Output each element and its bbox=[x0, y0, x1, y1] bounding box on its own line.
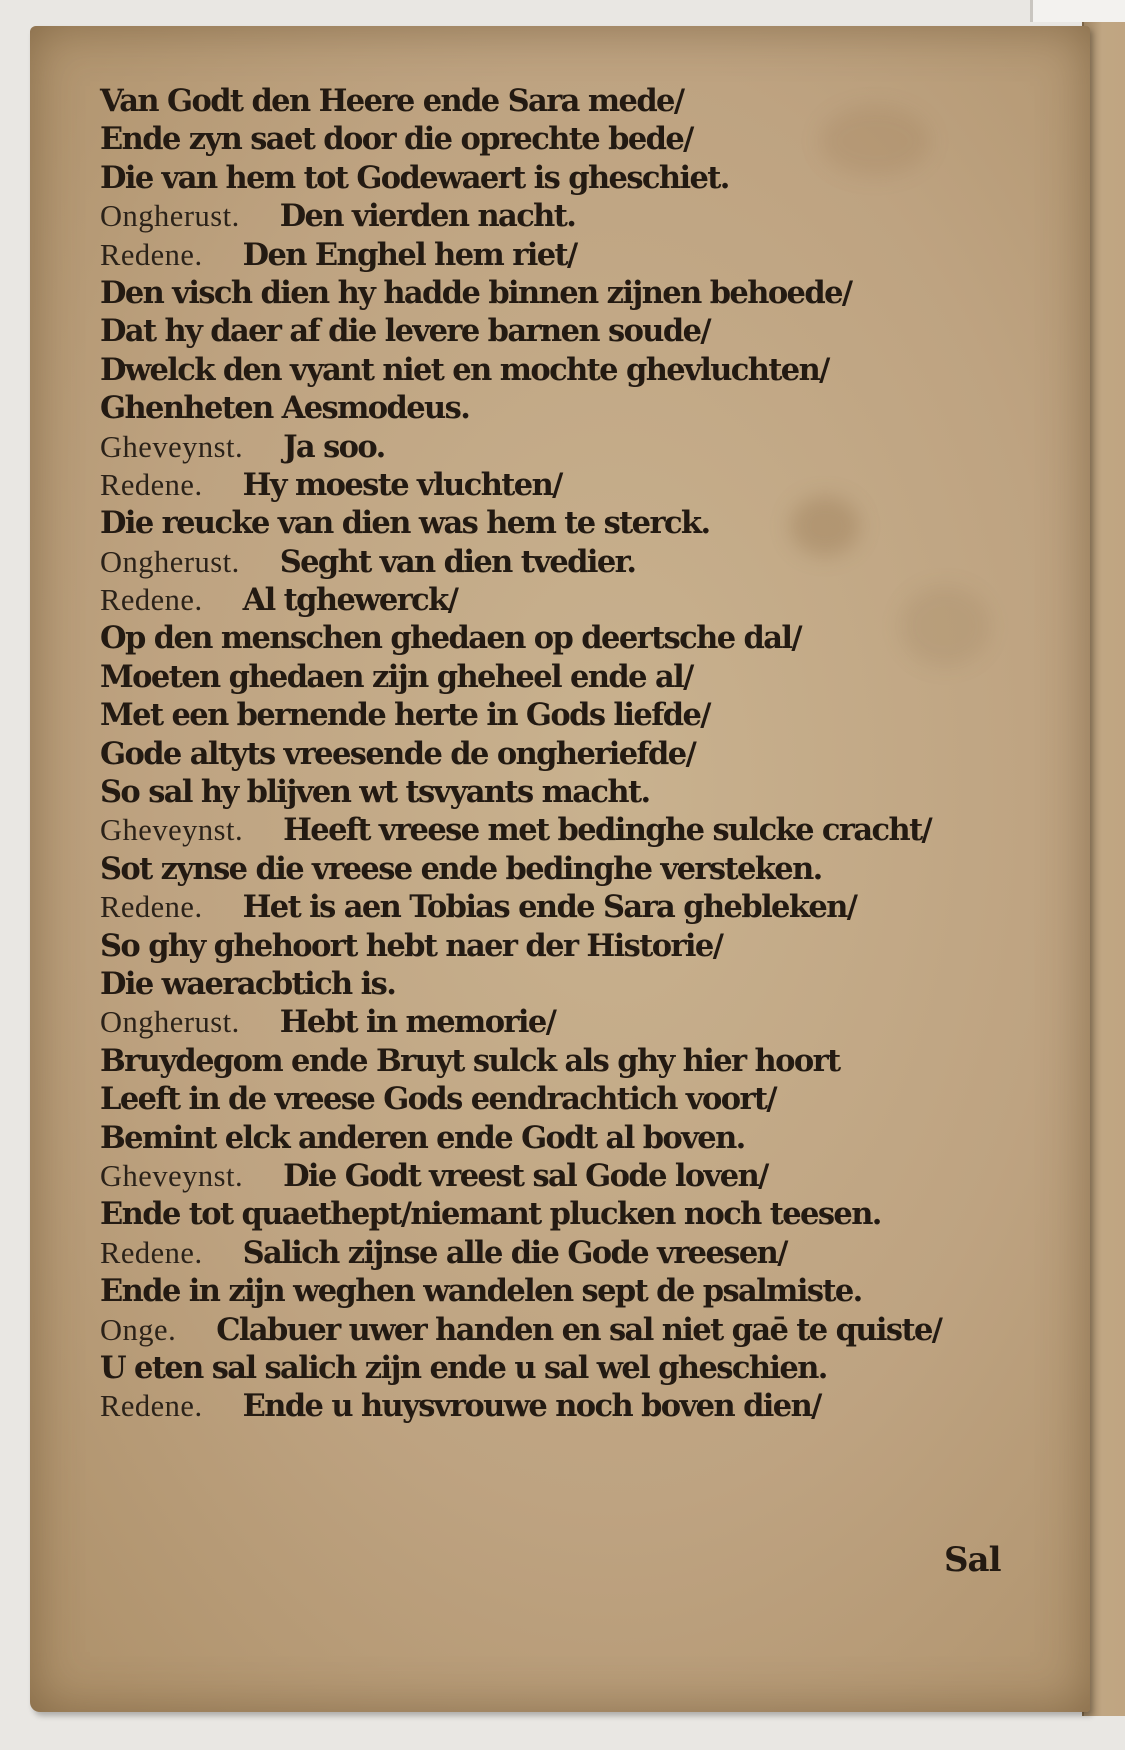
line-text: So sal hy blijven wt tsvyants macht. bbox=[100, 774, 650, 811]
line-text: So ghy ghehoort hebt naer der Historie/ bbox=[100, 927, 723, 964]
line-text: Op den menschen ghedaen op deertsche dal/ bbox=[100, 620, 801, 657]
speaker-label: Redene. bbox=[100, 890, 203, 925]
text-block bbox=[100, 82, 1030, 1426]
speaker-label: Redene. bbox=[100, 467, 203, 502]
text-line bbox=[100, 773, 1030, 811]
text-line bbox=[100, 82, 1030, 120]
line-text: Ende zyn saet door die oprechte bede/ bbox=[100, 121, 693, 158]
line-text: Die reucke van dien was hem te sterck. bbox=[100, 505, 710, 542]
text-line bbox=[100, 197, 1030, 235]
text-line bbox=[100, 428, 1030, 466]
line-text: Clabuer uwer handen en sal niet gaē te quiste/ bbox=[216, 1311, 942, 1348]
text-line bbox=[100, 1272, 1030, 1310]
text-line bbox=[100, 1349, 1030, 1387]
line-text: Die van hem tot Godewaert is gheschiet. bbox=[100, 159, 729, 196]
text-line bbox=[100, 1042, 1030, 1080]
catchword: Sal bbox=[944, 1540, 1001, 1580]
line-text: Ende tot quaethept/niemant plucken noch teesen. bbox=[100, 1196, 881, 1233]
line-text: Ja soo. bbox=[283, 428, 385, 465]
line-text: Met een bernende herte in Gods liefde/ bbox=[100, 697, 710, 734]
line-text: Leeft in de vreese Gods eendrachtich voort/ bbox=[100, 1081, 776, 1118]
speaker-label: Gheveynst. bbox=[100, 813, 244, 848]
line-text: Gode altyts vreesende de ongheriefde/ bbox=[100, 735, 696, 772]
line-text: Moeten ghedaen zijn gheheel ende al/ bbox=[100, 658, 693, 695]
text-line bbox=[100, 120, 1030, 158]
text-line bbox=[100, 351, 1030, 389]
text-line bbox=[100, 1387, 1030, 1425]
line-text: Bemint elck anderen ende Godt al boven. bbox=[100, 1119, 745, 1156]
text-line bbox=[100, 274, 1030, 312]
text-line bbox=[100, 466, 1030, 504]
text-line bbox=[100, 236, 1030, 274]
text-line bbox=[100, 927, 1030, 965]
line-text: Hebt in memorie/ bbox=[279, 1004, 556, 1041]
text-line bbox=[100, 1195, 1030, 1233]
line-text: Ghenheten Aesmodeus. bbox=[100, 390, 470, 427]
text-line bbox=[100, 888, 1030, 926]
line-text: Salich zijnse alle die Gode vreesen/ bbox=[242, 1234, 787, 1271]
line-text: U eten sal salich zijn ende u sal wel gheschien. bbox=[100, 1349, 827, 1386]
line-text: Van Godt den Heere ende Sara mede/ bbox=[100, 83, 684, 119]
text-line bbox=[100, 1234, 1030, 1272]
text-line bbox=[100, 811, 1030, 849]
line-text: Bruydegom ende Bruyt sulck als ghy hier hoort bbox=[100, 1042, 840, 1079]
page-top-edge bbox=[1030, 0, 1125, 22]
speaker-label: Redene. bbox=[100, 583, 203, 618]
text-line bbox=[100, 735, 1030, 773]
line-text: Sot zynse die vreese ende bedinghe versteken. bbox=[100, 850, 822, 887]
text-line bbox=[100, 1080, 1030, 1118]
line-text: Den Enghel hem riet/ bbox=[242, 236, 577, 273]
text-line bbox=[100, 159, 1030, 197]
line-text: Die waeracbtich is. bbox=[100, 965, 396, 1002]
speaker-label: Redene. bbox=[100, 1235, 203, 1270]
speaker-label: Redene. bbox=[100, 1389, 203, 1424]
speaker-label: Ongherust. bbox=[100, 199, 240, 234]
text-line bbox=[100, 504, 1030, 542]
line-text: Den vierden nacht. bbox=[279, 198, 576, 235]
line-text: Dat hy daer af die levere barnen soude/ bbox=[100, 313, 710, 350]
text-line bbox=[100, 1311, 1030, 1349]
speaker-label: Ongherust. bbox=[100, 1005, 240, 1040]
line-text: Ende u huysvrouwe noch boven dien/ bbox=[242, 1388, 821, 1425]
line-text: Hy moeste vluchten/ bbox=[242, 466, 562, 503]
speaker-label: Onge. bbox=[100, 1312, 177, 1347]
line-text: Het is aen Tobias ende Sara ghebleken/ bbox=[242, 889, 857, 926]
text-line bbox=[100, 1119, 1030, 1157]
line-text: Den visch dien hy hadde binnen zijnen behoede/ bbox=[100, 274, 852, 311]
text-line bbox=[100, 850, 1030, 888]
text-line bbox=[100, 1157, 1030, 1195]
line-text: Heeft vreese met bedinghe sulcke cracht/ bbox=[283, 812, 932, 849]
text-line bbox=[100, 543, 1030, 581]
speaker-label: Gheveynst. bbox=[100, 429, 244, 464]
line-text: Al tghewerck/ bbox=[242, 582, 458, 619]
line-text: Die Godt vreest sal Gode loven/ bbox=[283, 1157, 768, 1194]
text-line bbox=[100, 312, 1030, 350]
text-line bbox=[100, 389, 1030, 427]
line-text: Dwelck den vyant niet en mochte ghevluchten/ bbox=[100, 351, 829, 388]
text-line bbox=[100, 1003, 1030, 1041]
line-text: Seght van dien tvedier. bbox=[279, 543, 636, 580]
speaker-label: Redene. bbox=[100, 237, 203, 272]
text-line bbox=[100, 696, 1030, 734]
text-line bbox=[100, 581, 1030, 619]
text-line bbox=[100, 965, 1030, 1003]
speaker-label: Ongherust. bbox=[100, 544, 240, 579]
speaker-label: Gheveynst. bbox=[100, 1158, 244, 1193]
line-text: Ende in zijn weghen wandelen sept de psalmiste. bbox=[100, 1273, 862, 1310]
text-line bbox=[100, 619, 1030, 657]
text-line bbox=[100, 658, 1030, 696]
